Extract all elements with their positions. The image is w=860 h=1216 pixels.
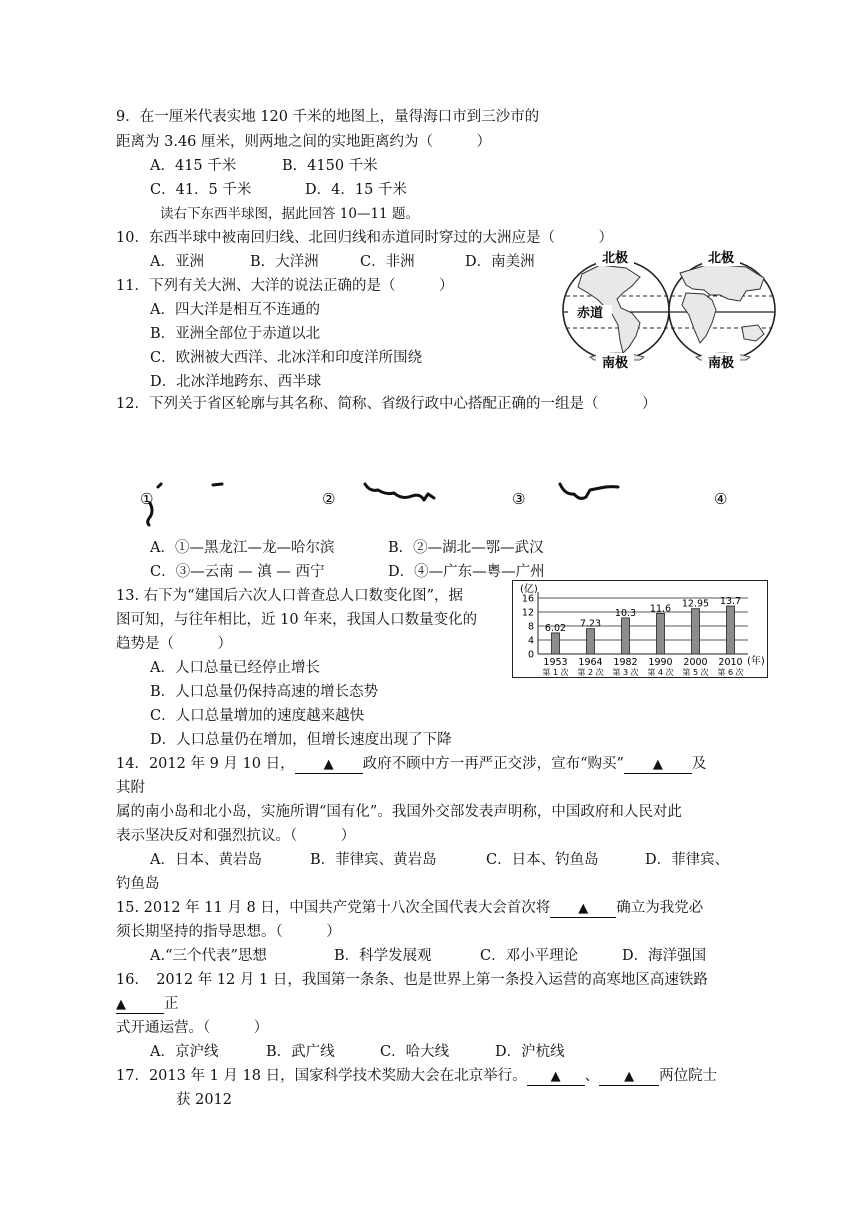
q15-text-part1: 15. 2012 年 11 月 8 日，中国共产党第十八次全国代表大会首次将: [116, 900, 551, 916]
q17-blank-2: [599, 1068, 659, 1086]
q14-text-part1: 14．2012 年 9 月 10 日，: [116, 756, 295, 772]
chart-x-tick-label: 2000: [683, 657, 708, 668]
map-equator-label: 赤道: [576, 306, 604, 321]
q9-option-d: D．4．15 千米: [305, 182, 407, 198]
q16-option-d: D．沪杭线: [495, 1044, 565, 1060]
q17-blank-2-marker: ▲: [624, 1069, 635, 1084]
chart-census-label: 第 5 次: [682, 668, 709, 677]
chart-census-label: 第 6 次: [717, 668, 744, 677]
population-census-chart: [512, 580, 768, 678]
chart-y-tick-label: 0: [527, 649, 534, 661]
chart-data-label: 13.7: [719, 596, 742, 608]
chart-x-unit: (年): [747, 656, 765, 667]
q16-stem-line2: [116, 994, 179, 1014]
chart-census-label: 第 3 次: [612, 668, 639, 677]
q14-blank-1-marker: ▲: [323, 757, 334, 772]
q10-option-b: B．大洋洲: [250, 254, 319, 270]
q13-stem-line1: 13. 右下为“建国后六次人口普查总人口数变化图”，据: [116, 588, 463, 604]
q13-option-d: D．人口总量仍在增加，但增长速度出现了下降: [150, 732, 452, 748]
q15-blank: [550, 900, 616, 918]
q15-option-d: D．海洋强国: [622, 948, 707, 964]
q16-text-part2: 正: [164, 996, 179, 1012]
chart-y-tick-label: 16: [521, 593, 534, 605]
province-outlines: [128, 470, 738, 530]
map-south-pole-left: 南极: [601, 356, 629, 371]
q17-stem-line1: [116, 1066, 717, 1086]
chart-data-label: 6.02: [544, 622, 567, 634]
chart-bar: [587, 629, 595, 654]
q9-stem-line1: 9．在一厘米代表实地 120 千米的地图上，量得海口市到三沙市的: [116, 109, 540, 125]
q17-stem-line2: 获 2012: [176, 1092, 233, 1108]
chart-x-tick-label: 1982: [613, 657, 638, 668]
chart-y-unit: (亿): [520, 584, 538, 595]
q15-text-part2: 确立为我党必: [616, 900, 704, 916]
q14-stem-line4: 表示坚决反对和强烈抗议。（ ）: [116, 828, 356, 844]
q11-stem: 11．下列有关大洲、大洋的说法正确的是（ ）: [116, 278, 454, 294]
q14-option-c: C．日本、钓鱼岛: [486, 852, 599, 868]
q14-blank-2: [624, 756, 692, 774]
q11-option-b: B．亚洲全部位于赤道以北: [150, 326, 321, 342]
q10-stem: 10．东西半球中被南回归线、北回归线和赤道同时穿过的大洲应是（ ）: [116, 230, 613, 246]
q10-option-c: C．非洲: [360, 254, 415, 270]
chart-bar: [692, 609, 700, 654]
q11-option-d: D．北冰洋地跨东、西半球: [150, 374, 322, 390]
chart-bar: [727, 606, 735, 654]
q17-blank-1: [527, 1068, 585, 1086]
chart-bar: [622, 618, 630, 654]
chart-data-label: 12.95: [681, 598, 710, 610]
chart-x-tick-label: 1990: [648, 657, 673, 668]
q14-stem-line2: 其附: [116, 780, 145, 796]
q14-option-a: A．日本、黄岩岛: [150, 852, 262, 868]
q15-stem-line1: [116, 898, 703, 918]
q14-text-part2: 政府不顾中方一再严正交涉，宣布“购买”: [362, 756, 624, 772]
q12-stem: 12．下列关于省区轮廓与其名称、简称、省级行政中心搭配正确的一组是（ ）: [116, 396, 657, 412]
chart-bar: [552, 633, 560, 654]
q17-blank-1-marker: ▲: [550, 1069, 561, 1084]
q17-separator: 、: [584, 1068, 600, 1084]
map-north-pole-left: 北极: [601, 251, 629, 266]
chart-bar: [657, 613, 665, 654]
q12-marker-4: ④: [714, 490, 728, 508]
q13-option-a: A．人口总量已经停止增长: [150, 660, 320, 676]
q14-option-d: D．菲律宾、: [645, 852, 730, 868]
map-south-pole-right: 南极: [707, 356, 735, 371]
chart-census-label: 第 4 次: [647, 668, 674, 677]
q17-text-part2: 两位院士: [659, 1068, 718, 1084]
q10-11-intro: 读右下东西半球图，据此回答 10—11 题。: [160, 206, 419, 222]
q16-stem-line1: 16． 2012 年 12 月 1 日，我国第一条条、也是世界上第一条投入运营的高寒地区高速铁路: [116, 972, 708, 988]
chart-x-tick-label: 2010: [718, 657, 743, 668]
q12-option-c: C．③—云南 — 滇 — 西宁: [150, 564, 325, 580]
q11-option-a: A．四大洋是相互不连通的: [150, 302, 320, 318]
q16-blank-marker: ▲: [116, 997, 126, 1012]
q13-option-b: B．人口总量仍保持高速的增长态势: [150, 684, 379, 700]
q9-option-c: C．41．5 千米: [150, 182, 252, 198]
q15-stem-line2: 须长期坚持的指导思想。（ ）: [116, 924, 341, 940]
q9-stem-line2: 距离为 3.46 厘米，则两地之间的实地距离约为（ ）: [116, 134, 492, 150]
q14-blank-2-marker: ▲: [652, 757, 663, 772]
q16-option-b: B．武广线: [266, 1044, 335, 1060]
q12-marker-2: ②: [322, 490, 336, 508]
chart-x-tick-label: 1964: [578, 657, 603, 668]
q14-option-b: B．菲律宾、黄岩岛: [310, 852, 437, 868]
chart-census-label: 第 1 次: [542, 668, 569, 677]
q17-text-part1: 17．2013 年 1 月 18 日，国家科学技术奖励大会在北京举行。: [116, 1068, 527, 1084]
q16-stem-line3: 式开通运营。（ ）: [116, 1020, 269, 1036]
q9-option-a: A．415 千米: [150, 158, 237, 174]
q14-blank-1: [295, 756, 363, 774]
q15-option-a: A.“三个代表”思想: [150, 948, 267, 964]
q12-marker-1: ①: [140, 490, 154, 508]
q11-option-c: C．欧洲被大西洋、北冰洋和印度洋所围绕: [150, 350, 423, 366]
q14-text-part3: 及: [691, 756, 707, 772]
q16-option-a: A．京沪线: [150, 1044, 219, 1060]
q14-option-d-continued: 钓鱼岛: [116, 876, 160, 892]
chart-census-label: 第 2 次: [577, 668, 604, 677]
q16-option-c: C．哈大线: [380, 1044, 450, 1060]
q12-option-b: B．②—湖北—鄂—武汉: [388, 540, 544, 556]
q13-option-c: C．人口总量增加的速度越来越快: [150, 708, 365, 724]
hemisphere-map: [560, 243, 778, 373]
q12-marker-3: ③: [512, 490, 526, 508]
chart-y-tick-label: 12: [521, 607, 534, 619]
chart-data-label: 10.3: [614, 607, 637, 619]
q13-stem-line3: 趋势是（ ）: [116, 636, 232, 652]
q12-option-a: A．①—黑龙江—龙—哈尔滨: [150, 540, 335, 556]
q15-option-c: C．邓小平理论: [480, 948, 579, 964]
q14-stem-line3: 属的南小岛和北小岛，实施所谓“国有化”。我国外交部发表声明称，中国政府和人民对此: [116, 804, 682, 820]
q15-option-b: B．科学发展观: [334, 948, 432, 964]
chart-y-tick-label: 8: [527, 621, 534, 633]
q12-option-d: D．④—广东—粤—广州: [388, 564, 545, 580]
q15-blank-marker: ▲: [578, 901, 589, 916]
q10-option-a: A．亚洲: [150, 254, 204, 270]
chart-data-label: 7.23: [579, 618, 602, 630]
q13-stem-line2: 图可知，与往年相比，近 10 年来，我国人口数量变化的: [116, 612, 478, 628]
chart-y-tick-label: 4: [527, 635, 534, 647]
q14-stem-line1: [116, 754, 706, 774]
map-north-pole-right: 北极: [707, 251, 735, 266]
q16-blank: [116, 996, 164, 1014]
q10-option-d: D．南美洲: [465, 254, 535, 270]
chart-x-tick-label: 1953: [543, 657, 568, 668]
q9-option-b: B．4150 千米: [282, 158, 378, 174]
chart-data-label: 11.6: [649, 603, 672, 615]
